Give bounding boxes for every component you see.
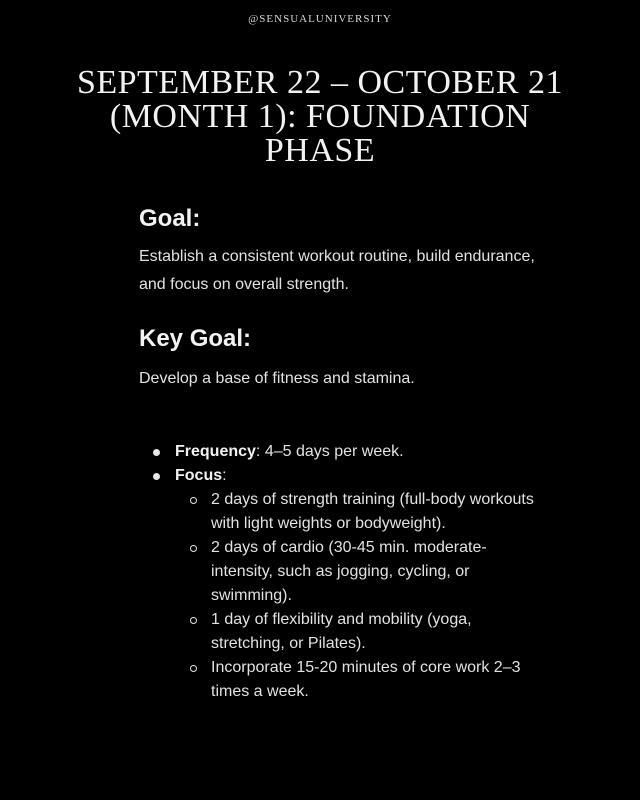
goal-text: Establish a consistent workout routine, build endurance, and focus on overall strength.: [139, 248, 535, 293]
focus-sublist: [175, 488, 539, 704]
focus-subitem-text: 2 days of strength training (full-body workouts with light weights or bodyweight).: [211, 491, 534, 532]
account-handle: @SENSUALUNIVERSITY: [248, 13, 392, 25]
bullet-dot-icon: [153, 449, 160, 456]
focus-subitem-text: 2 days of cardio (30-45 min. moderate-intensity, such as jogging, cycling, or swimming).: [211, 539, 487, 604]
title-line: SEPTEMBER 22 – OCTOBER 21: [76, 64, 564, 101]
bullet-circle-icon: [190, 497, 197, 504]
bullet-circle-icon: [190, 545, 197, 552]
focus-suffix: :: [222, 467, 227, 484]
focus-subitem: [175, 536, 539, 608]
key-goal-text: Develop a base of fitness and stamina.: [139, 370, 415, 387]
page-title: [30, 66, 610, 168]
focus-subitem: [175, 488, 539, 536]
frequency-text: : 4–5 days per week.: [255, 443, 404, 460]
focus-subitem: [175, 656, 539, 704]
key-goal-heading: Key Goal:: [139, 325, 252, 352]
focus-subitem: [175, 608, 539, 656]
focus-subitem-text: 1 day of flexibility and mobility (yoga, stretching, or Pilates).: [211, 611, 472, 652]
focus-label: Focus: [175, 467, 223, 484]
title-line: PHASE: [264, 132, 376, 169]
goal-heading: Goal:: [139, 205, 201, 232]
bullet-dot-icon: [153, 473, 160, 480]
bullet-circle-icon: [190, 665, 197, 672]
focus-item: [139, 464, 539, 704]
frequency-item: [139, 440, 539, 464]
workout-details-list: [139, 440, 539, 704]
frequency-label: Frequency: [175, 443, 256, 460]
title-line: (MONTH 1): FOUNDATION: [109, 98, 531, 135]
bullet-circle-icon: [190, 617, 197, 624]
focus-subitem-text: Incorporate 15-20 minutes of core work 2–3 times a week.: [211, 659, 521, 700]
